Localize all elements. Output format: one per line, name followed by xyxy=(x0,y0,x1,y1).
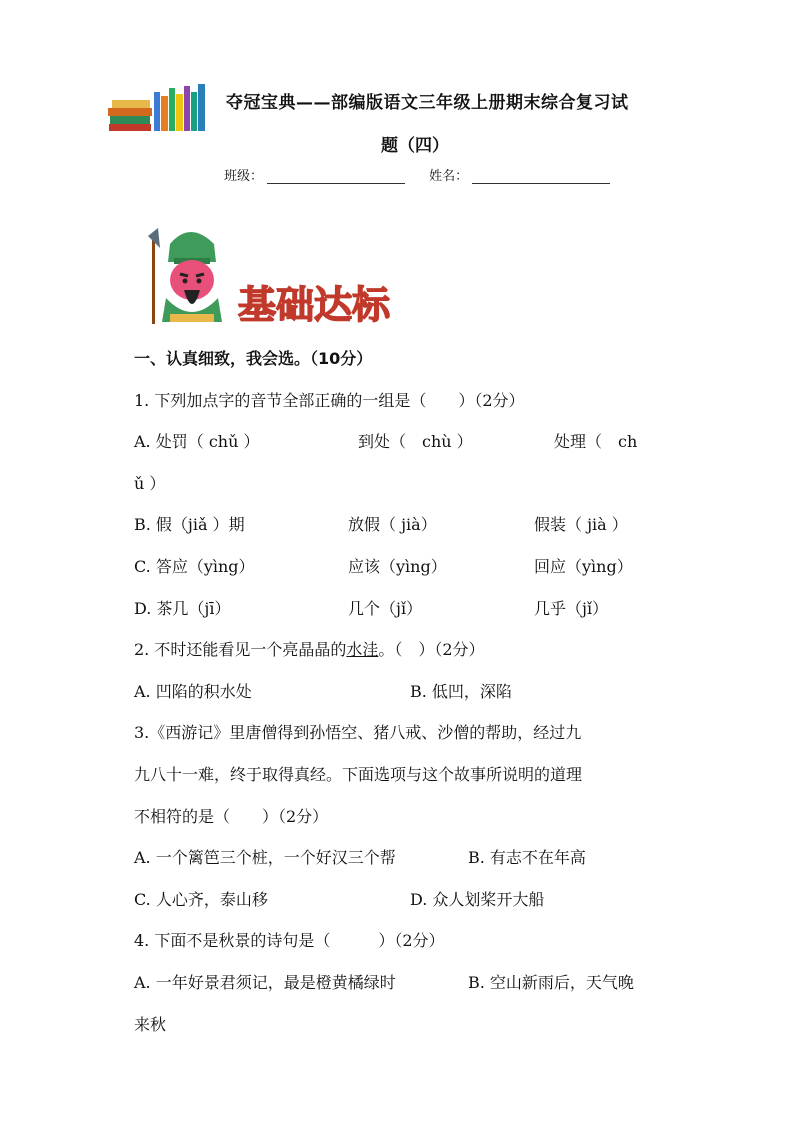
q1-row-d: D. 茶几（jī） 几个（jǐ） 几乎（jǐ） xyxy=(134,598,609,618)
q2-options: A. 凹陷的积水处 B. 低凹，深陷 xyxy=(134,681,512,701)
q1-stem: 1. 下列加点字的音节全部正确的一组是（ ）（2分） xyxy=(134,390,525,410)
class-field[interactable]: 班级： xyxy=(224,165,405,184)
q4-options-wrap: 来秋 xyxy=(134,1014,167,1034)
q1-row-a-wrap: ǔ ） xyxy=(134,473,166,493)
question-section xyxy=(134,338,674,1045)
q3-options-cd: C. 人心齐，泰山移 D. 众人划桨开大船 xyxy=(134,889,545,909)
q2-stem: 2. 不时还能看见一个亮晶晶的水洼。（ ）（2分） xyxy=(134,640,485,660)
section-heading: 一、认真细致，我会选。（10分） xyxy=(134,349,373,368)
name-blank[interactable] xyxy=(472,169,610,184)
student-info-fields xyxy=(224,165,630,184)
q3-stem-line2: 九八十一难，终于取得真经。下面选项与这个故事所说明的道理 xyxy=(134,764,583,784)
q1-row-a: A. 处罚（ chǔ ） 到处（ chù ） 处理（ ch xyxy=(134,432,638,452)
banner-text: 基础达标 xyxy=(238,283,391,327)
underlined-word: 水洼 xyxy=(346,640,379,660)
q4-stem: 4. 下面不是秋景的诗句是（ ）（2分） xyxy=(134,931,445,951)
name-field[interactable]: 姓名： xyxy=(429,165,610,184)
books-illustration xyxy=(106,82,208,132)
q3-options-ab: A. 一个篱笆三个桩，一个好汉三个帮 B. 有志不在年高 xyxy=(134,848,586,868)
section-banner xyxy=(234,278,434,328)
guan-yu-cartoon-icon xyxy=(140,218,240,326)
q1-row-c: C. 答应（yìng） 应该（yìng） 回应（yìng） xyxy=(134,556,633,576)
document-title-continued: 题（四） xyxy=(381,136,449,156)
q3-stem-line3: 不相符的是（ ）（2分） xyxy=(134,806,329,826)
document-title: 夺冠宝典——部编版语文三年级上册期末综合复习试 xyxy=(226,93,629,113)
q3-stem-line1: 3.《西游记》里唐僧得到孙悟空、猪八戒、沙僧的帮助，经过九 xyxy=(134,723,582,743)
q4-options: A. 一年好景君须记，最是橙黄橘绿时 B. 空山新雨后，天气晚 xyxy=(134,972,634,992)
q1-row-b: B. 假（jiǎ ）期 放假（ jià） 假装（ jià ） xyxy=(134,515,628,535)
class-blank[interactable] xyxy=(267,169,405,184)
